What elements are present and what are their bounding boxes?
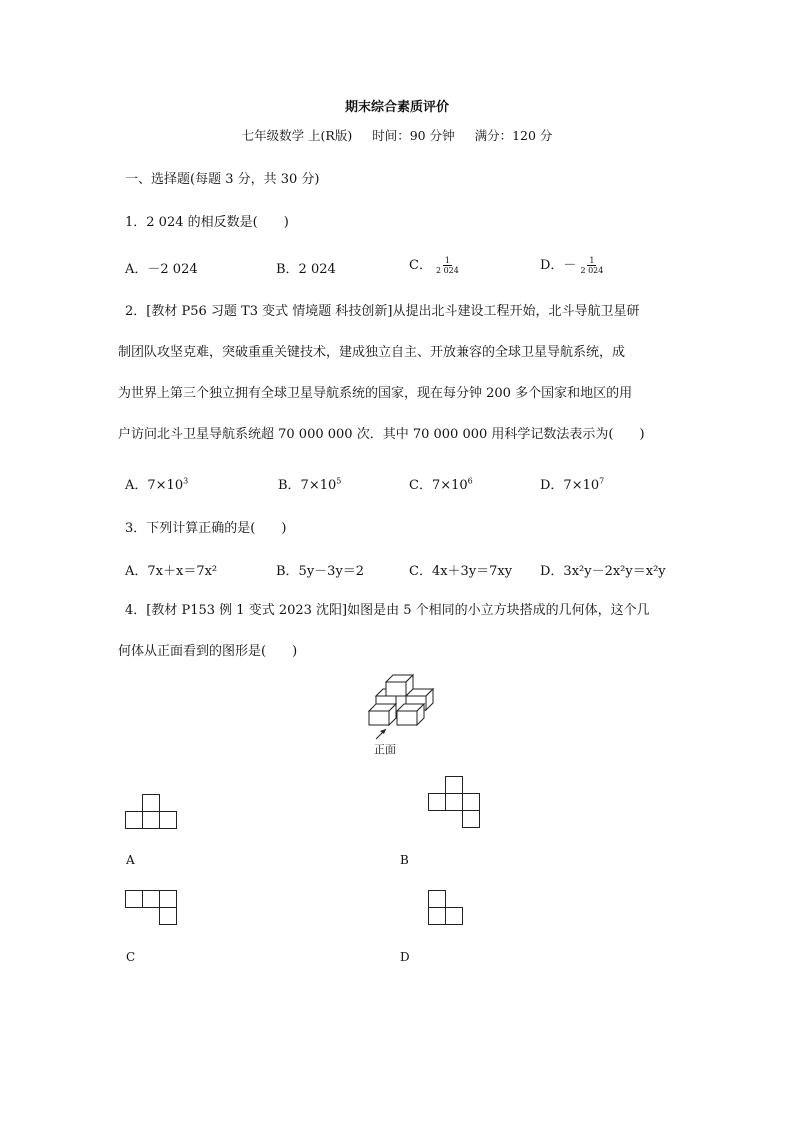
fraction xyxy=(578,256,605,275)
option-b-figure xyxy=(428,776,482,830)
question-1-option-d xyxy=(540,254,605,275)
exam-info xyxy=(0,126,794,144)
question-2-stem xyxy=(118,291,678,455)
question-2-line: 户访问北斗卫星导航系统超 70 000 000 次．其中 70 000 000 用科学记数法表示为( ) xyxy=(118,427,645,442)
option-exponent: 7 xyxy=(599,476,605,486)
question-1-option-a: A．－2 024 xyxy=(125,262,198,277)
question-2-line: 2．[教材 P56 习题 T3 变式 情境题 科技创新]从提出北斗建设工程开始，北斗导航卫星研 xyxy=(125,304,640,319)
fraction-denominator: 2 024 xyxy=(580,266,604,275)
option-a-figure xyxy=(125,794,179,830)
score-label: 满分：120 分 xyxy=(474,128,553,143)
page-title: 期末综合素质评价 xyxy=(344,100,449,115)
question-3-stem: 3．下列计算正确的是( ) xyxy=(125,521,287,536)
grade-label: 七年级数学 上(R版) xyxy=(241,128,353,143)
front-view-label: 正面 xyxy=(374,743,396,756)
option-c-prefix: C． xyxy=(409,258,432,273)
option-base: A．7×10 xyxy=(125,478,184,493)
question-3-option-a: A．7x＋x＝7x² xyxy=(125,564,218,579)
option-d-label: D xyxy=(400,950,410,964)
cube-solid-figure xyxy=(366,684,436,734)
time-label: 时间：90 分钟 xyxy=(372,128,455,143)
question-3-option-b: B．5y－3y＝2 xyxy=(276,564,365,579)
fraction-numerator: 1 xyxy=(444,256,450,265)
option-base: B．7×10 xyxy=(278,478,337,493)
option-c-figure xyxy=(125,890,179,928)
question-2-option-d xyxy=(540,474,604,493)
option-b-label: B xyxy=(400,853,409,867)
question-2-option-c xyxy=(409,474,473,493)
option-exponent: 6 xyxy=(467,476,473,486)
section-heading: 一、选择题(每题 3 分，共 30 分) xyxy=(125,172,320,187)
question-2-option-a xyxy=(125,474,188,493)
question-1-stem: 1．2 024 的相反数是( ) xyxy=(125,215,289,230)
question-4-line: 何体从正面看到的图形是( ) xyxy=(118,644,298,659)
question-4-line: 4．[教材 P153 例 1 变式 2023 沈阳]如图是由 5 个相同的小立方块搭成的几何体，这个几 xyxy=(125,603,650,618)
option-c-label: C xyxy=(126,950,136,964)
option-base: D．7×10 xyxy=(540,478,600,493)
option-a-label: A xyxy=(126,853,135,867)
fraction-numerator: 1 xyxy=(589,256,595,265)
question-3-option-d: D．3x²y－2x²y＝x²y xyxy=(540,564,666,579)
question-2-option-b xyxy=(278,474,341,493)
question-1-option-c xyxy=(409,254,461,275)
question-4-stem xyxy=(118,590,678,672)
fraction-denominator: 2 024 xyxy=(435,266,459,275)
question-2-line: 为世界上第三个独立拥有全球卫星导航系统的国家，现在每分钟 200 多个国家和地区的用 xyxy=(118,386,633,401)
question-3-option-c: C．4x＋3y＝7xy xyxy=(409,564,513,579)
question-2-line: 制团队攻坚克难，突破重重关键技术，建成独立自主、开放兼容的全球卫星导航系统，成 xyxy=(118,345,626,360)
question-1-option-b: B．2 024 xyxy=(276,262,336,277)
fraction xyxy=(434,256,461,275)
option-d-prefix: D．－ xyxy=(540,258,577,273)
option-exponent: 5 xyxy=(336,476,342,486)
option-base: C．7×10 xyxy=(409,478,468,493)
option-exponent: 3 xyxy=(183,476,189,486)
option-d-figure xyxy=(428,890,466,928)
